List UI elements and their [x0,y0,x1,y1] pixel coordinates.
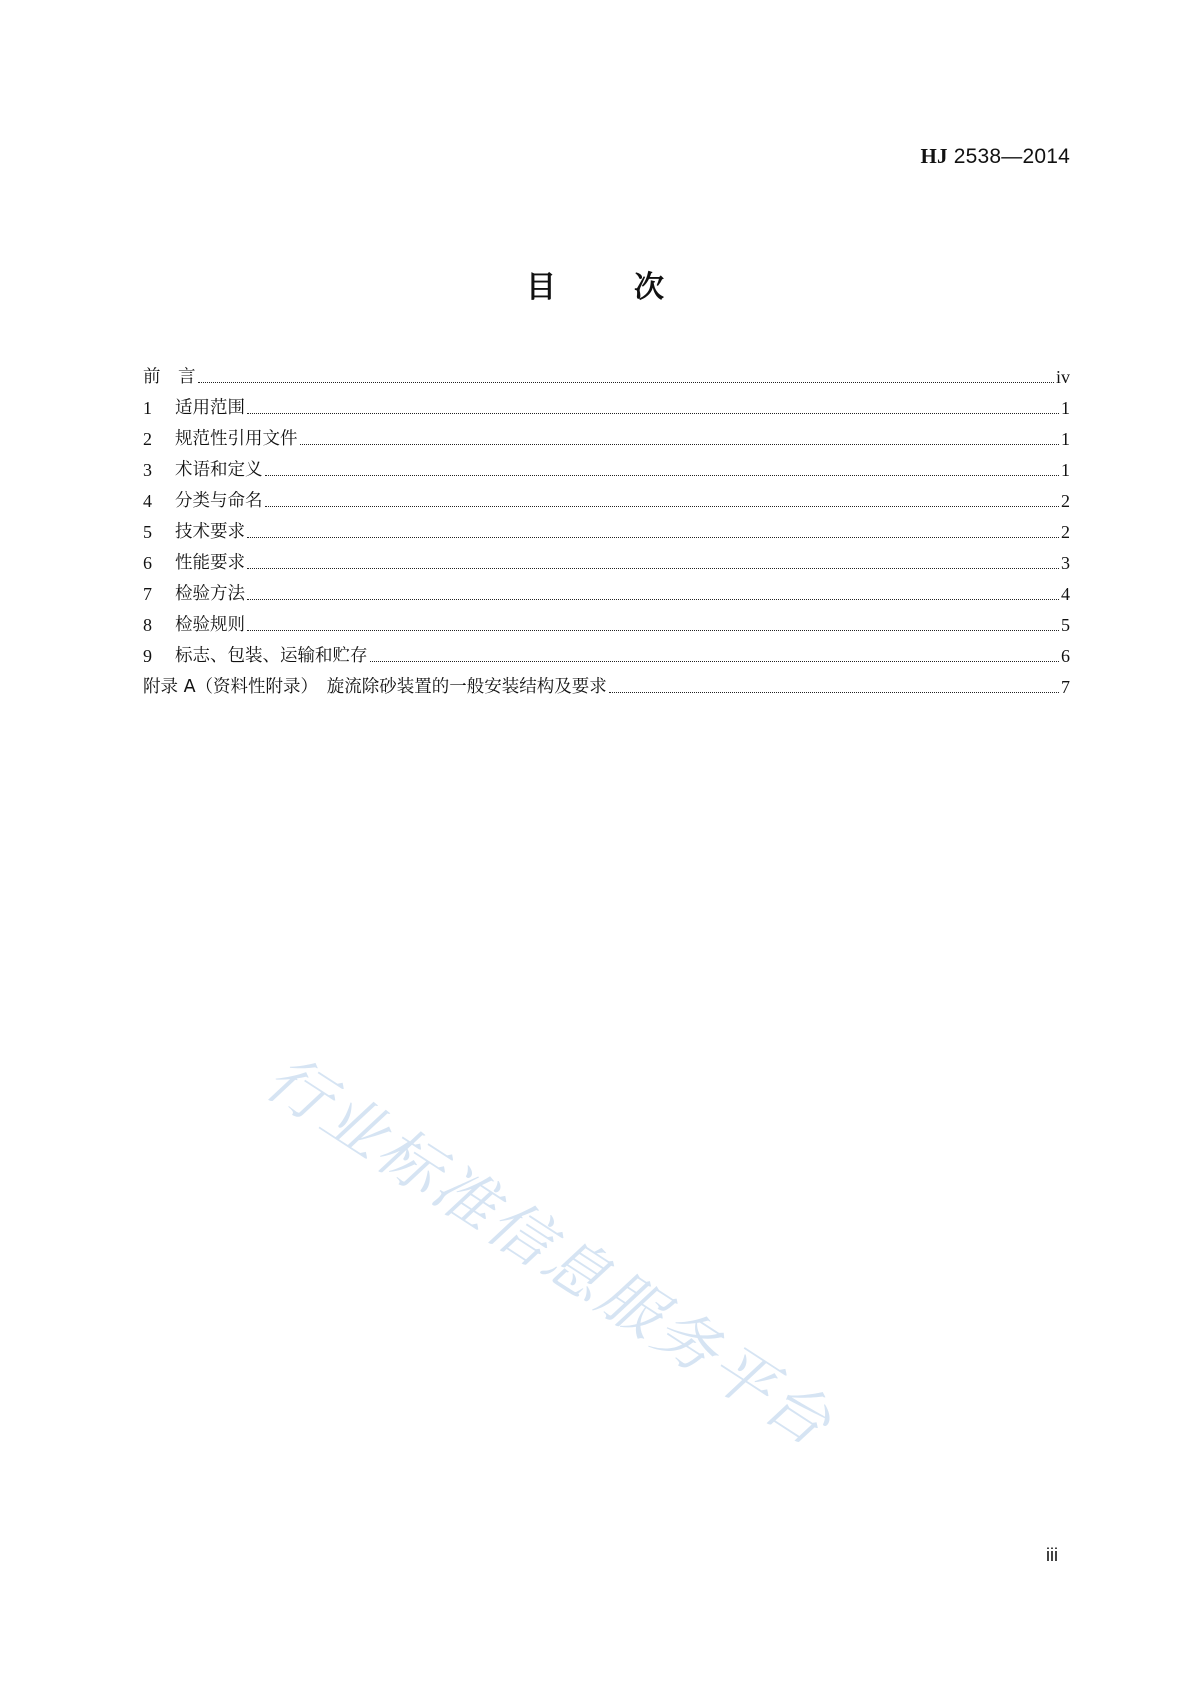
toc-entry-foreword[interactable] [143,357,1070,388]
toc-entry-page: iv [1055,367,1070,387]
toc-entry-number: 3 [143,460,152,480]
toc-entry-page: 5 [1061,615,1070,635]
toc-entry-4[interactable] [143,481,1070,512]
page-number: iii [1046,1545,1058,1565]
dot-leader [247,630,1059,631]
dot-leader [609,692,1059,693]
title-char-2: 次 [634,270,664,305]
toc-entry-page: 1 [1061,398,1070,418]
toc-entry-number: 8 [143,615,152,635]
toc-entry-number: 2 [143,429,152,449]
standard-prefix: HJ [920,144,948,168]
toc-entry-number: 4 [143,491,152,511]
toc-entry-8[interactable] [143,605,1070,636]
toc-entry-page: 1 [1061,429,1070,449]
table-of-contents [143,357,1070,698]
toc-entry-9[interactable] [143,636,1070,667]
dot-leader [247,537,1059,538]
toc-entry-label: 术语和定义 [175,460,263,480]
toc-entry-number: 7 [143,584,152,604]
dot-leader [300,444,1060,445]
toc-entry-page: 4 [1061,584,1070,604]
toc-entry-label: 适用范围 [175,398,245,418]
toc-entry-label: 分类与命名 [175,491,263,511]
toc-entry-label: 附录 A（资料性附录） 旋流除砂装置的一般安装结构及要求 [143,677,607,697]
toc-entry-2[interactable] [143,419,1070,450]
dot-leader [198,382,1054,383]
toc-entry-label: 标志、包装、运输和贮存 [175,646,368,666]
toc-entry-page: 2 [1061,522,1070,542]
dot-leader [370,661,1060,662]
toc-entry-page: 7 [1061,677,1070,697]
dot-leader [265,506,1060,507]
toc-entry-number: 5 [143,522,152,542]
dot-leader [247,599,1059,600]
toc-entry-label: 检验方法 [175,584,245,604]
standard-code [920,144,1070,169]
toc-entry-page: 3 [1061,553,1070,573]
page-title [0,262,1190,306]
toc-entry-5[interactable] [143,512,1070,543]
toc-entry-number: 6 [143,553,152,573]
title-char-1: 目 [526,270,556,305]
toc-entry-3[interactable] [143,450,1070,481]
toc-entry-label: 前 言 [143,367,196,387]
toc-entry-label: 技术要求 [175,522,245,542]
toc-entry-number: 9 [143,646,152,666]
watermark: 行业标准信息服务平台 [253,1040,847,1462]
toc-entry-label: 检验规则 [175,615,245,635]
toc-entry-label: 规范性引用文件 [175,429,298,449]
toc-entry-page: 2 [1061,491,1070,511]
dot-leader [247,568,1059,569]
toc-entry-page: 6 [1061,646,1070,666]
toc-entry-7[interactable] [143,574,1070,605]
toc-entry-1[interactable] [143,388,1070,419]
dot-leader [265,475,1060,476]
standard-number: 2538—2014 [953,145,1070,168]
toc-entry-page: 1 [1061,460,1070,480]
toc-entry-label: 性能要求 [175,553,245,573]
toc-entry-number: 1 [143,398,152,418]
dot-leader [247,413,1059,414]
toc-entry-6[interactable] [143,543,1070,574]
toc-entry-appendix-a[interactable] [143,667,1070,698]
